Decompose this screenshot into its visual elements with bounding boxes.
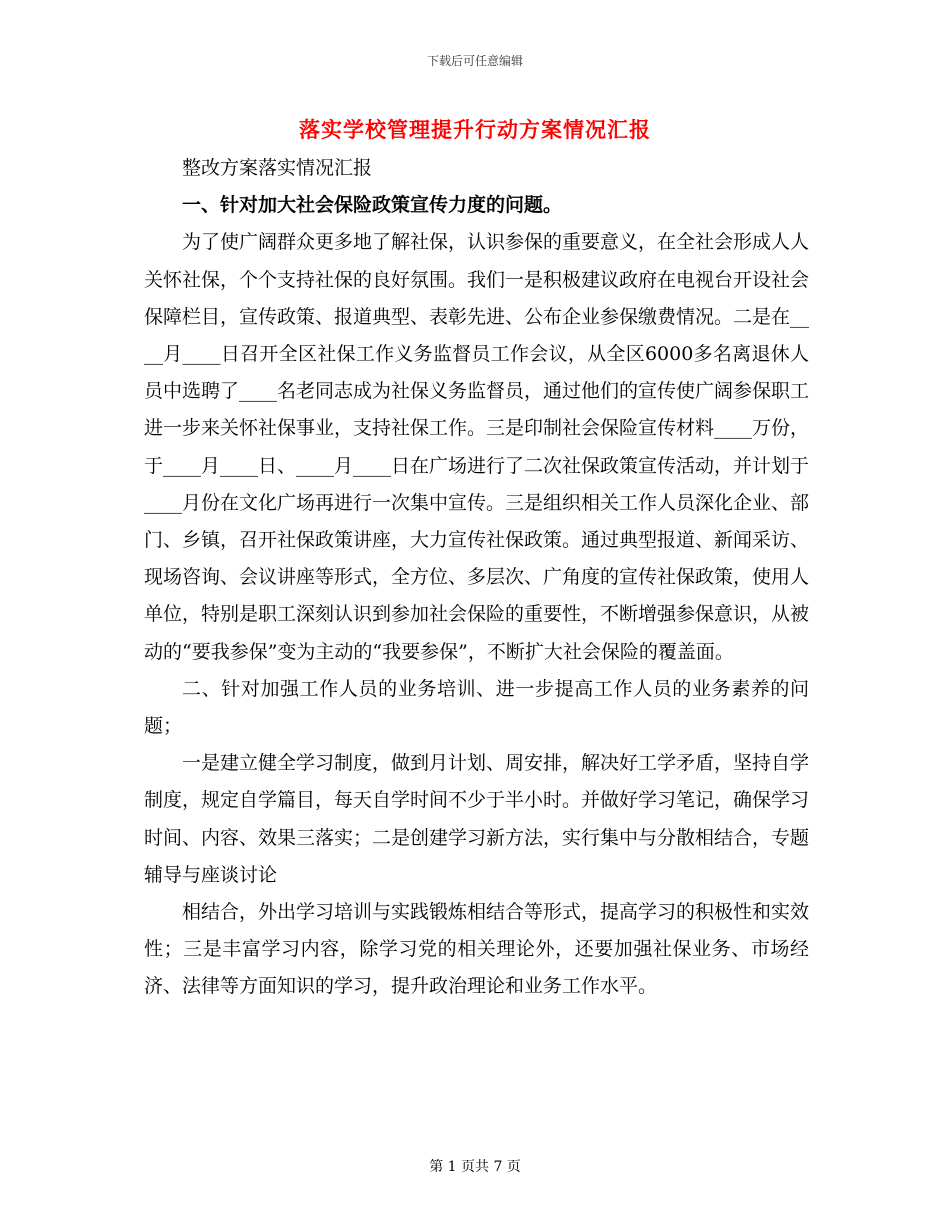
header-note: 下载后可任意编辑 (426, 54, 523, 68)
section-2-heading: 二、针对加强工作人员的业务培训、进一步提高工作人员的业务素养的问题； (144, 677, 809, 738)
page-footer: 第 1 页共 7 页 (429, 1159, 521, 1175)
section-2-paragraph-1: 一是建立健全学习制度，做到月计划、周安排，解决好工学矛盾，坚持自学制度，规定自学篇目，每天自学时间不少于半小时。并做好学习笔记，确保学习时间、内容、效果三落实；二是创建学习新方法，实行集中与分散相结合，专题辅导与座谈讨论 (144, 752, 810, 886)
section-1-heading: 一、针对加大社会保险政策宣传力度的问题。 (182, 194, 563, 217)
document-body (144, 150, 809, 1006)
section-1-paragraph: 为了使广阔群众更多地了解社保，认识参保的重要意义，在全社会形成人人关怀社保，个个支持社保的良好氛围。我们一是积极建议政府在电视台开设社会保障栏目，宣传政策、报道典型、表彰先进、公布企业参保缴费情况。二是在____月____日召开全区社保工作义务监督员工作会议，从全区6000多名离退休人员中选聘了____名老同志成为社保义务监督员，通过他们的宣传使广阔参保职工进一步来关怀社保事业，支持社保工作。三是印制社会保险宣传材料____万份，于____月____日、____月____日在广场进行了二次社保政策宣传活动，并计划于____月份在文化广场再进行一次集中宣传。三是组织相关工作人员深化企业、部门、乡镇，召开社保政策讲座，大力宣传社保政策。通过典型报道、新闻采访、现场咨询、会议讲座等形式，全方位、多层次、广角度的宣传社保政策，使用人单位，特别是职工深刻认识到参加社会保险的重要性，不断增强参保意识，从被动的“要我参保”变为主动的“我要参保”，不断扩大社会保险的覆盖面。 (144, 231, 810, 663)
document-title: 落实学校管理提升行动方案情况汇报 (299, 117, 651, 142)
section-2-paragraph-2: 相结合，外出学习培训与实践锻炼相结合等形式，提高学习的积极性和实效性；三是丰富学习内容，除学习党的相关理论外，还要加强社保业务、市场经济、法律等方面知识的学习，提升政治理论和业务工作水平。 (144, 901, 810, 998)
document-subtitle: 整改方案落实情况汇报 (182, 157, 373, 179)
